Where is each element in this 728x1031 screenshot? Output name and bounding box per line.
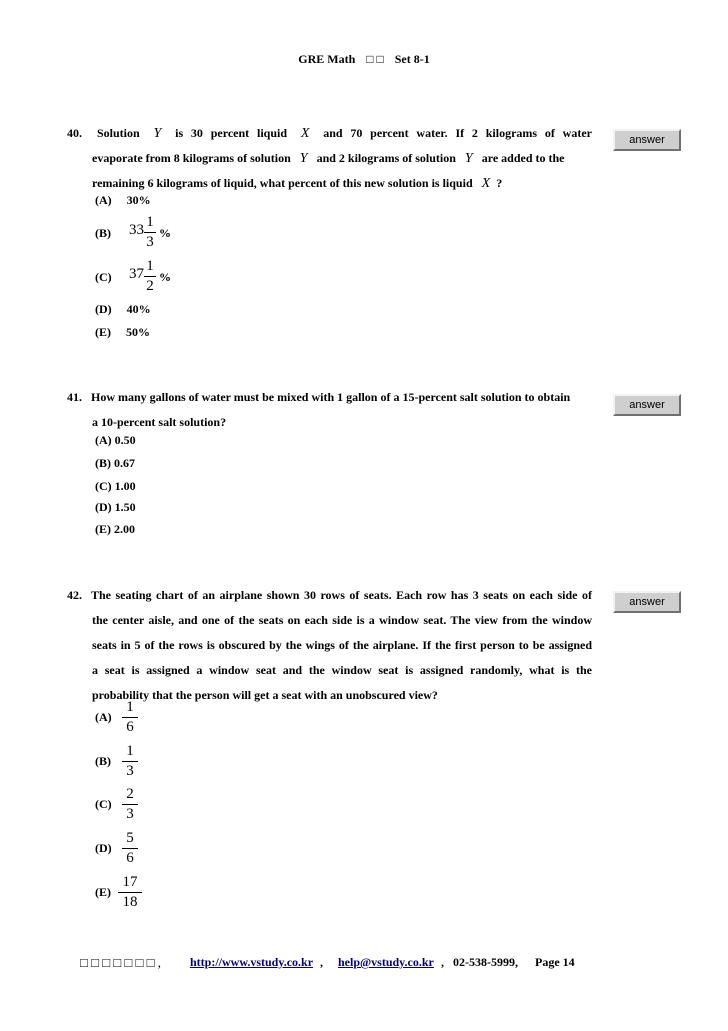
question-text-line: seats in 5 of the rows is obscured by the wings of the airplane. If the first person to be assigned <box>92 638 592 652</box>
fraction: 1 3 <box>144 214 156 251</box>
header-title: GRE Math <box>298 52 356 66</box>
question-text-line: a 10-percent salt solution? <box>92 415 227 429</box>
option-d: (D) 1.50 <box>95 500 136 514</box>
option-e: (E) 17 18 <box>95 874 155 914</box>
header-set: Set 8-1 <box>394 52 430 66</box>
question-text-line: How many gallons of water must be mixed with 1 gallon of a 15-percent salt solution to obtain <box>91 390 571 404</box>
option-d: (D) 5 6 <box>95 830 155 870</box>
question-text-line: Solution Y is 30 percent liquid X and 70 percent water. If 2 kilograms of water <box>97 126 592 141</box>
option-b: (B) 1 3 <box>95 743 155 783</box>
question-40 <box>67 121 592 196</box>
question-number: 42. <box>67 588 82 602</box>
option-a: (A) 1 6 <box>95 699 155 739</box>
option-a: (A) 0.50 <box>95 433 136 447</box>
option-c: (C) 37 1 2 % <box>95 258 171 294</box>
page-number: Page 14 <box>535 955 575 969</box>
question-41 <box>67 385 592 435</box>
question-text-line: a seat is assigned a window seat and the window seat is assigned randomly, what is the <box>92 663 592 677</box>
footer-url-link[interactable]: http://www.vstudy.co.kr <box>190 955 314 969</box>
fraction: 5 6 <box>122 830 138 867</box>
page-header <box>0 52 728 67</box>
option-d: (D) 40% <box>95 302 151 316</box>
footer-phone: 02-538-5999, <box>453 955 518 969</box>
fraction: 2 3 <box>122 786 138 823</box>
question-text-line: The seating chart of an airplane shown 30 rows of seats. Each row has 3 seats on each side of <box>91 588 592 602</box>
question-text-line: probability that the person will get a seat with an unobscured view? <box>92 688 438 702</box>
fraction: 1 2 <box>144 258 156 295</box>
option-b: (B) 0.67 <box>95 456 135 470</box>
header-glyphs: □ □ <box>366 52 384 66</box>
answer-button-40[interactable]: answer <box>613 129 681 151</box>
fraction: 1 3 <box>122 743 138 780</box>
answer-button-42[interactable]: answer <box>613 591 681 613</box>
option-e: (E) 50% <box>95 325 150 339</box>
footer-email-link[interactable]: help@vstudy.co.kr <box>338 955 434 969</box>
fraction: 1 6 <box>122 699 138 736</box>
question-text-line: the center aisle, and one of the seats on each side is a window seat. The view from the window <box>92 613 592 627</box>
question-text-line: remaining 6 kilograms of liquid, what percent of this new solution is liquid X ? <box>92 176 503 191</box>
fraction: 17 18 <box>118 874 142 911</box>
question-text-line: evaporate from 8 kilograms of solution Y and 2 kilograms of solution Y are added to the <box>92 151 565 166</box>
question-42 <box>67 583 592 708</box>
option-a: (A) 30% <box>95 193 151 207</box>
option-c: (C) 2 3 <box>95 786 155 826</box>
question-number: 41. <box>67 390 82 404</box>
option-c: (C) 1.00 <box>95 479 136 493</box>
option-e: (E) 2.00 <box>95 522 135 536</box>
question-number: 40. <box>67 126 82 140</box>
option-b: (B) 33 1 3 % <box>95 214 171 250</box>
footer-site-name: □ □ □ □ □ □ □ , <box>80 955 161 970</box>
answer-button-41[interactable]: answer <box>613 394 681 416</box>
